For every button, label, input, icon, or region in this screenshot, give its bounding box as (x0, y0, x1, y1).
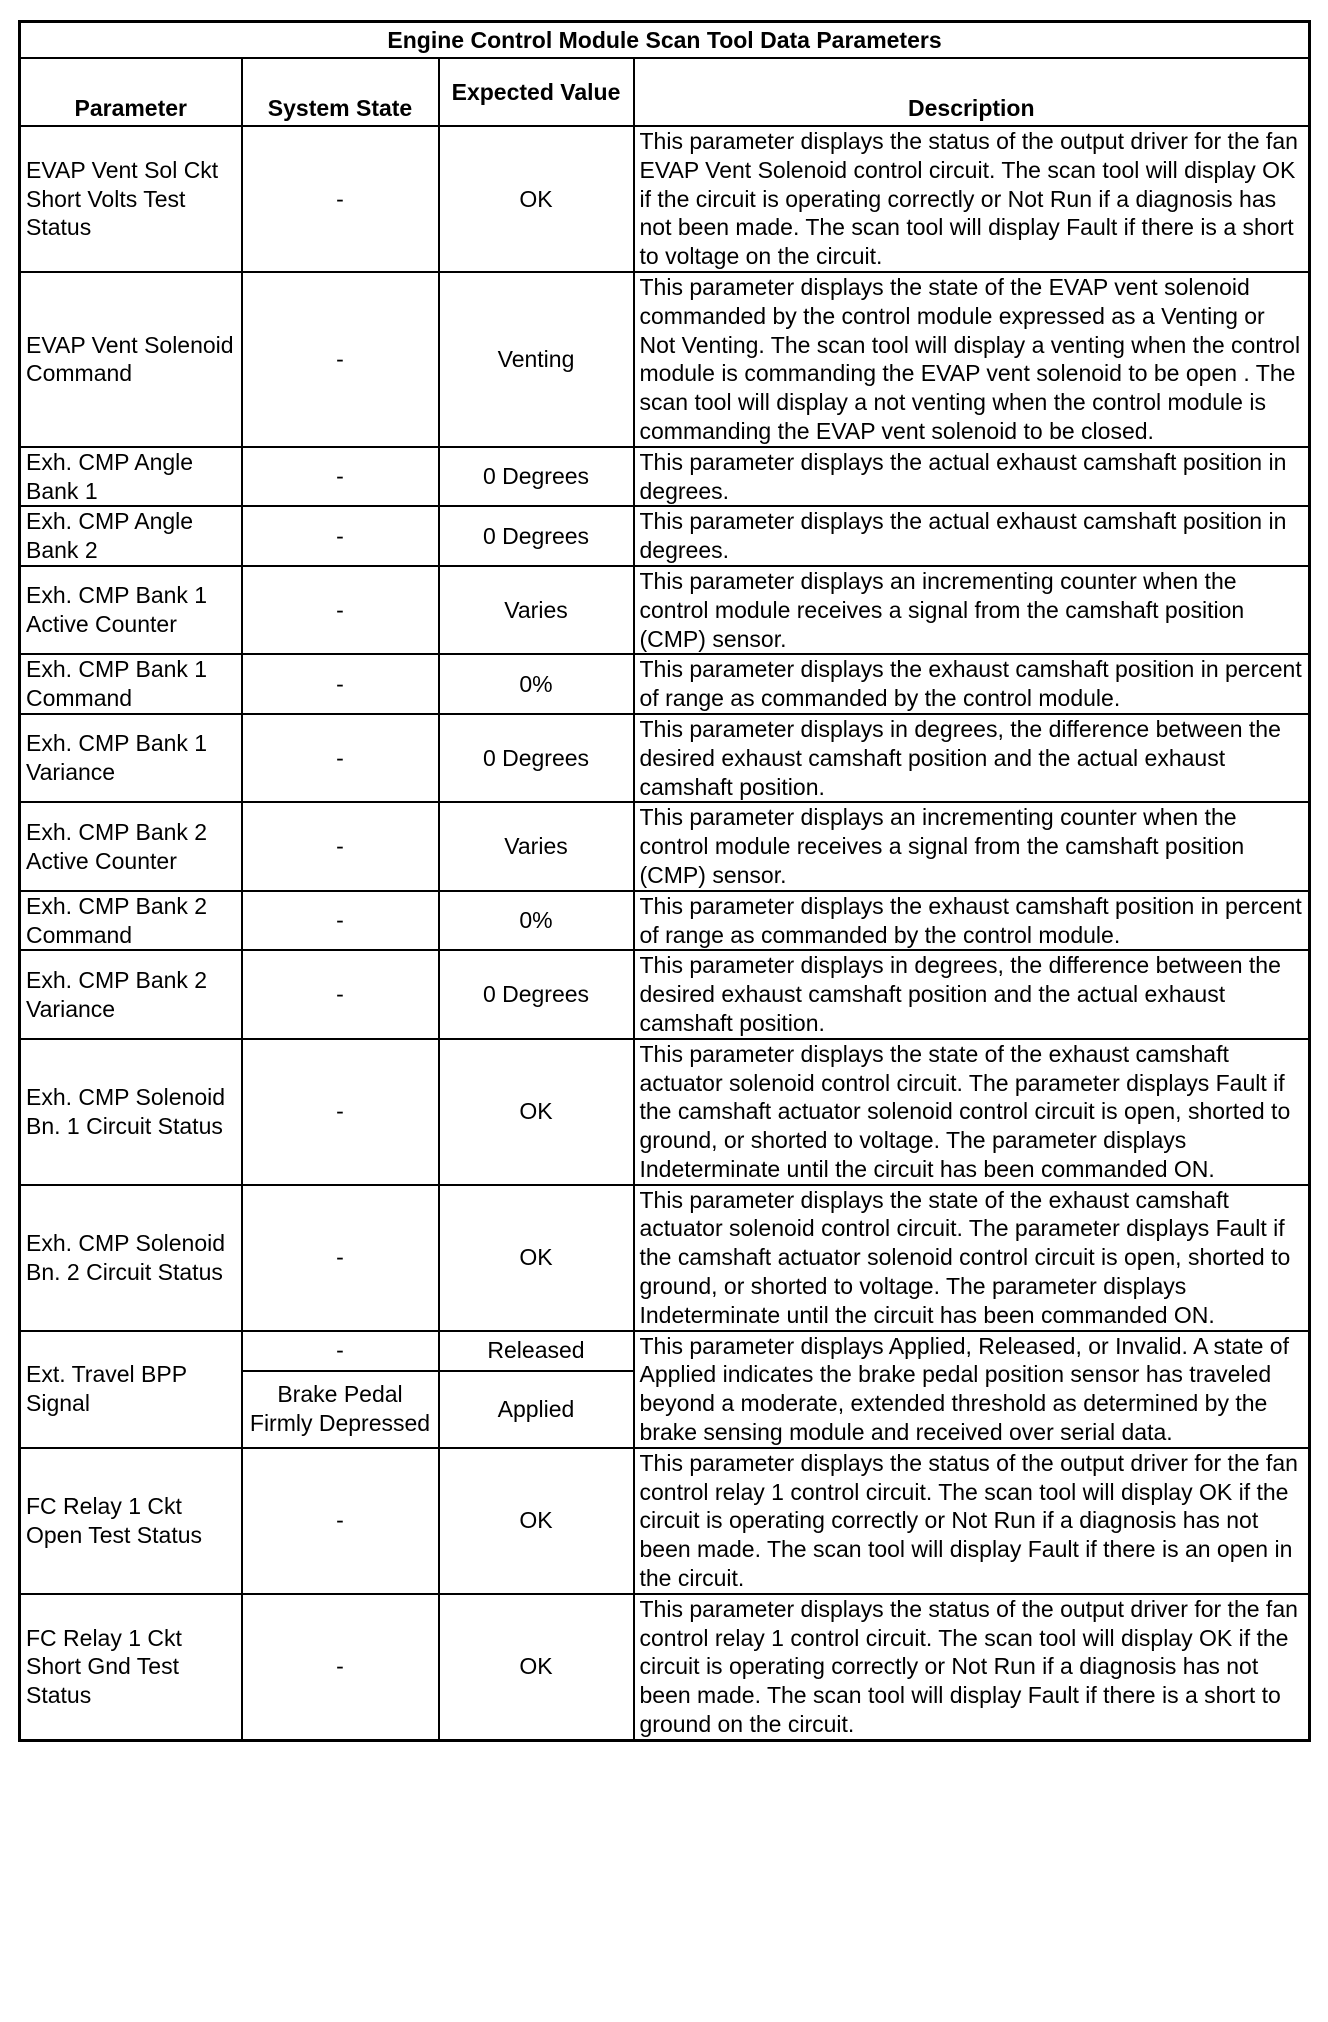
system-state-cell: - (242, 506, 439, 566)
parameter-cell: FC Relay 1 Ckt Short Gnd Test Status (20, 1594, 242, 1740)
column-header-row (20, 58, 1310, 126)
description-cell: This parameter displays the exhaust camshaft position in percent of range as commanded by the control module. (634, 891, 1310, 951)
description-cell: This parameter displays the state of the exhaust camshaft actuator solenoid control circuit. The parameter displays Fault if the camshaft actuator solenoid control circuit is open, shorted to ground, or shorted to voltage. The parameter displays Indeterminate until the circuit has been commanded ON. (634, 1185, 1310, 1331)
parameter-cell: Exh. CMP Solenoid Bn. 2 Circuit Status (20, 1185, 242, 1331)
description-cell: This parameter displays in degrees, the difference between the desired exhaust camshaft position and the actual exhaust camshaft position. (634, 950, 1310, 1038)
parameter-cell: EVAP Vent Sol Ckt Short Volts Test Status (20, 126, 242, 272)
table-row (20, 654, 1310, 714)
expected-value-cell: Applied (439, 1371, 634, 1448)
parameter-cell: Exh. CMP Bank 1 Active Counter (20, 566, 242, 654)
table-row (20, 506, 1310, 566)
column-header-system-state: System State (242, 58, 439, 126)
expected-value-cell: 0% (439, 891, 634, 951)
table-row (20, 447, 1310, 507)
system-state-cell: - (242, 126, 439, 272)
parameter-cell: EVAP Vent Solenoid Command (20, 272, 242, 447)
system-state-cell: - (242, 1185, 439, 1331)
system-state-cell: - (242, 447, 439, 507)
description-cell: This parameter displays the status of the output driver for the fan control relay 1 control circuit. The scan tool will display OK if the circuit is operating correctly or Not Run if a diagnosis has not been made. The scan tool will display Fault if there is an open in the circuit. (634, 1448, 1310, 1594)
system-state-cell: - (242, 1331, 439, 1371)
description-cell: This parameter displays the actual exhaust camshaft position in degrees. (634, 447, 1310, 507)
system-state-cell: - (242, 654, 439, 714)
system-state-cell: - (242, 1039, 439, 1185)
system-state-cell: - (242, 272, 439, 447)
expected-value-cell: 0 Degrees (439, 714, 634, 802)
parameter-cell: Exh. CMP Angle Bank 1 (20, 447, 242, 507)
table-row (20, 714, 1310, 802)
expected-value-cell: OK (439, 1448, 634, 1594)
table-row (20, 891, 1310, 951)
parameter-cell: FC Relay 1 Ckt Open Test Status (20, 1448, 242, 1594)
expected-value-cell: 0 Degrees (439, 506, 634, 566)
expected-value-cell: 0% (439, 654, 634, 714)
expected-value-cell: 0 Degrees (439, 950, 634, 1038)
table-row (20, 1185, 1310, 1331)
description-cell: This parameter displays the state of the exhaust camshaft actuator solenoid control circuit. The parameter displays Fault if the camshaft actuator solenoid control circuit is open, shorted to ground, or shorted to voltage. The parameter displays Indeterminate until the circuit has been commanded ON. (634, 1039, 1310, 1185)
description-cell: This parameter displays the actual exhaust camshaft position in degrees. (634, 506, 1310, 566)
system-state-cell: - (242, 802, 439, 890)
column-header-description: Description (634, 58, 1310, 126)
table-row (20, 802, 1310, 890)
expected-value-cell: OK (439, 1185, 634, 1331)
expected-value-cell: OK (439, 1039, 634, 1185)
expected-value-cell: Varies (439, 566, 634, 654)
parameter-cell: Exh. CMP Angle Bank 2 (20, 506, 242, 566)
column-header-expected-value: Expected Value (439, 58, 634, 126)
parameter-cell: Exh. CMP Bank 2 Command (20, 891, 242, 951)
parameter-cell: Exh. CMP Bank 2 Variance (20, 950, 242, 1038)
expected-value-cell: Released (439, 1331, 634, 1371)
description-cell: This parameter displays the status of the output driver for the fan EVAP Vent Solenoid control circuit. The scan tool will display OK if the circuit is operating correctly or Not Run if a diagnosis has not been made. The scan tool will display Fault if there is a short to voltage on the circuit. (634, 126, 1310, 272)
system-state-cell: - (242, 1594, 439, 1740)
description-cell: This parameter displays the exhaust camshaft position in percent of range as commanded by the control module. (634, 654, 1310, 714)
scan-tool-parameter-table (18, 20, 1311, 1742)
description-cell: This parameter displays the state of the EVAP vent solenoid commanded by the control module expressed as a Venting or Not Venting. The scan tool will display a venting when the control module is commanding the EVAP vent solenoid to be open . The scan tool will display a not venting when the control module is commanding the EVAP vent solenoid to be closed. (634, 272, 1310, 447)
parameter-cell: Exh. CMP Bank 2 Active Counter (20, 802, 242, 890)
column-header-parameter: Parameter (20, 58, 242, 126)
expected-value-cell: OK (439, 1594, 634, 1740)
description-cell: This parameter displays an incrementing counter when the control module receives a signal from the camshaft position (CMP) sensor. (634, 802, 1310, 890)
document-page (18, 20, 1308, 1742)
table-row (20, 1039, 1310, 1185)
description-cell: This parameter displays Applied, Released, or Invalid. A state of Applied indicates the brake pedal position sensor has traveled beyond a moderate, extended threshold as determined by the brake sensing module and received over serial data. (634, 1331, 1310, 1448)
system-state-cell: - (242, 891, 439, 951)
table-row (20, 1448, 1310, 1594)
table-row (20, 126, 1310, 272)
system-state-cell: Brake Pedal Firmly Depressed (242, 1371, 439, 1448)
expected-value-cell: Venting (439, 272, 634, 447)
system-state-cell: - (242, 566, 439, 654)
expected-value-cell: 0 Degrees (439, 447, 634, 507)
parameter-cell: Exh. CMP Bank 1 Variance (20, 714, 242, 802)
system-state-cell: - (242, 1448, 439, 1594)
description-cell: This parameter displays the status of the output driver for the fan control relay 1 control circuit. The scan tool will display OK if the circuit is operating correctly or Not Run if a diagnosis has not been made. The scan tool will display Fault if there is a short to ground on the circuit. (634, 1594, 1310, 1740)
description-cell: This parameter displays an incrementing counter when the control module receives a signal from the camshaft position (CMP) sensor. (634, 566, 1310, 654)
table-row (20, 950, 1310, 1038)
expected-value-cell: OK (439, 126, 634, 272)
table-row (20, 1331, 1310, 1371)
parameter-cell: Exh. CMP Bank 1 Command (20, 654, 242, 714)
table-row (20, 272, 1310, 447)
system-state-cell: - (242, 950, 439, 1038)
description-cell: This parameter displays in degrees, the difference between the desired exhaust camshaft position and the actual exhaust camshaft position. (634, 714, 1310, 802)
expected-value-cell: Varies (439, 802, 634, 890)
table-row (20, 1594, 1310, 1740)
table-title: Engine Control Module Scan Tool Data Parameters (20, 22, 1310, 59)
parameter-cell: Exh. CMP Solenoid Bn. 1 Circuit Status (20, 1039, 242, 1185)
table-row (20, 566, 1310, 654)
system-state-cell: - (242, 714, 439, 802)
parameter-cell: Ext. Travel BPP Signal (20, 1331, 242, 1448)
